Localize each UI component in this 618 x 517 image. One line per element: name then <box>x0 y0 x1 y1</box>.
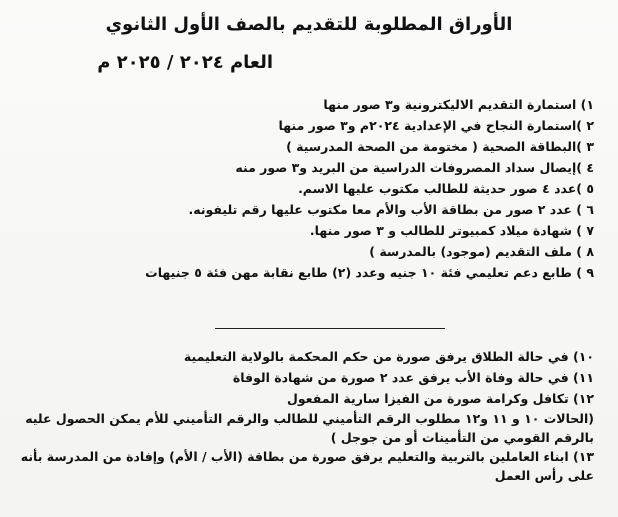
list-item: ١٢) تكافل وكرامة صورة من الفيزا سارية المفعول <box>286 391 594 406</box>
list-item: ٥ )عدد ٤ صور حديثة للطالب مكتوب عليها الاسم. <box>298 181 594 196</box>
list-item: ٢ )استمارة النجاح في الإعدادية ٢٠٢٤م و٣ صور منها <box>278 118 594 133</box>
list-item: (الحالات ١٠ و ١١ و١٢ مطلوب الرقم التأميني للطالب والرقم التأميني للأم يمكن الحصول عليه بالرقم القومي من التأمينات أو من جوجل ) <box>25 411 594 445</box>
list-item: ٧ ) شهادة ميلاد كمبيوتر للطالب و ٣ صور منها. <box>309 223 594 238</box>
list-item: ١٣) ابناء العاملين بالتربية والتعليم يرفق صورة من بطاقة (الأب / الأم) وإفادة من المدرسة بأنه على رأس العمل <box>20 449 594 483</box>
special-cases-list <box>14 346 594 485</box>
academic-year: العام ٢٠٢٤ / ٢٠٢٥ م <box>97 52 273 73</box>
list-item: ٩ ) طابع دعم تعليمي فئة ١٠ جنيه وعدد (٢) طابع نقابة مهن فئة ٥ جنيهات <box>145 265 594 280</box>
list-item: ٨ ) ملف التقديم (موجود) بالمدرسة ) <box>369 244 594 259</box>
required-documents-list <box>14 94 594 283</box>
list-item: ١) استمارة التقديم الاليكترونية و٣ صور منها <box>323 97 594 112</box>
list-item: ١٠) في حالة الطلاق يرفق صورة من حكم المحكمة بالولاية التعليمية <box>183 349 594 364</box>
list-item: ٣ )البطاقة الصحية ( مختومة من الصحة المدرسية ) <box>286 139 594 154</box>
section-divider <box>215 328 445 329</box>
list-item: ٤ )إيصال سداد المصروفات الدراسية من البريد و٣ صور منه <box>235 160 594 175</box>
list-item: ١١) في حالة وفاة الأب يرفق عدد ٢ صورة من شهادة الوفاة <box>232 370 594 385</box>
document-title: الأوراق المطلوبة للتقديم بالصف الأول الثانوي <box>105 14 513 35</box>
list-item: ٦ ) عدد ٢ صور من بطاقة الأب والأم معا مكتوب عليها رقم تليفونه. <box>188 202 594 217</box>
